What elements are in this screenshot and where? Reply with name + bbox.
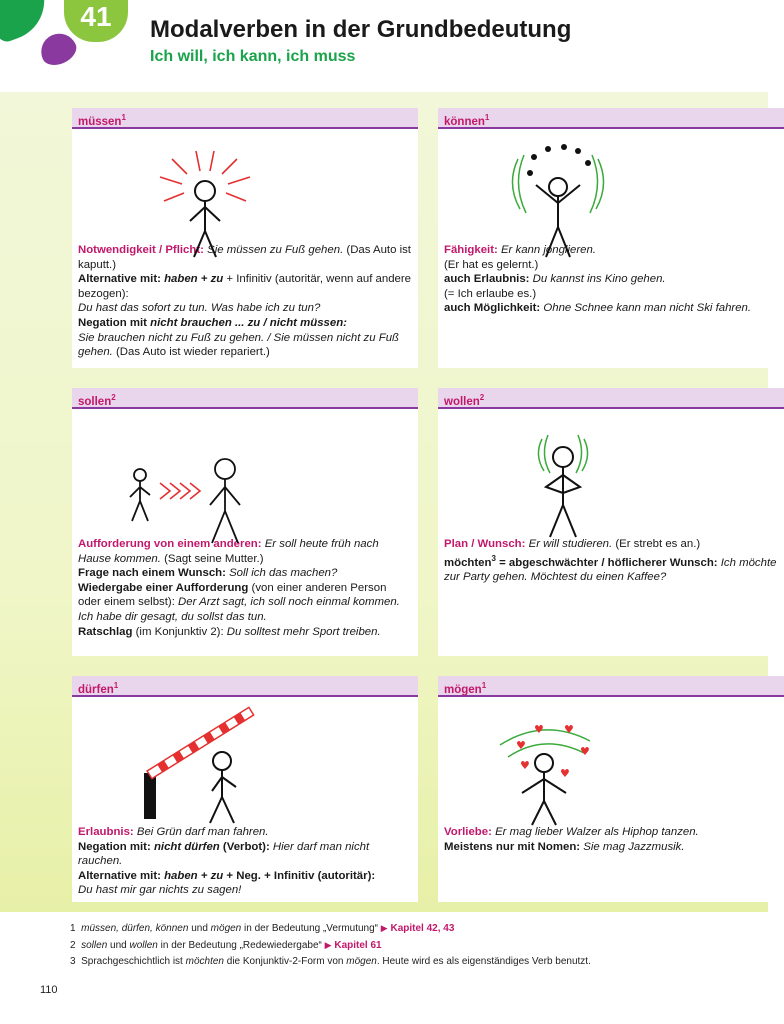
page-subtitle: Ich will, ich kann, ich muss bbox=[150, 48, 356, 65]
page-header bbox=[0, 0, 768, 92]
footnotes bbox=[70, 920, 591, 970]
svg-text:♥: ♥ bbox=[520, 759, 530, 772]
footnote-1: 1 müssen, dürfen, können und mögen in der Bedeutung „Vermutung“ ▶ Kapitel 42, 43 bbox=[70, 923, 455, 934]
chapter-reference-link[interactable]: Kapitel 42, 43 bbox=[390, 923, 455, 934]
juggler-illustration bbox=[438, 129, 784, 243]
footnote-3: 3 Sprachgeschichtlich ist möchten die Konjunktiv-2-Form von mögen. Heute wird es als eigenständiges Verb benutzt. bbox=[70, 956, 591, 967]
dancing-hearts-illustration bbox=[438, 697, 784, 825]
card-heading: mögen$^1$ bbox=[438, 676, 784, 697]
determined-figure-illustration bbox=[438, 409, 784, 537]
card-wollen: wollen$^2$ Plan / Wunsch: Er will studieren. (Er strebt es an.) möchten$^3$ = abgeschwächter / höflicherer Wunsch: Ich möchte zur Party gehen. Möchtest du einen Kaffee? bbox=[438, 388, 784, 656]
svg-text:♥: ♥ bbox=[560, 767, 570, 780]
card-moegen: mögen$^1$ ♥ ♥ ♥ ♥ ♥ ♥ Vorliebe: Er mag lieber Walzer als Hiphop tanzen. Meistens nur mit Nomen: Sie mag Jazzmusik. bbox=[438, 676, 784, 902]
stressed-figure-illustration bbox=[72, 129, 418, 243]
card-heading: dürfen$^1$ bbox=[72, 676, 418, 697]
chapter-reference-link[interactable]: Kapitel 61 bbox=[334, 940, 382, 951]
svg-text:♥: ♥ bbox=[564, 723, 574, 736]
card-sollen: sollen$^2$ Aufforderung von einem anderen: Er soll heute früh nach Hause kommen. (Sagt seine Mutter.) Frage nach einem Wunsch: Soll ich das machen? Wiedergabe einer Aufforderung (von einer anderen Person oder einem selbst): Der Arzt sagt, ich soll noch einmal kommen. Ich habe dir gesagt, du sollst das tun. Ratschlag (im Konjunktiv 2): Du solltest mehr Sport treiben. bbox=[72, 388, 418, 656]
chapter-number-badge: 41 bbox=[64, 0, 128, 42]
card-heading: sollen$^2$ bbox=[72, 388, 418, 409]
two-figures-illustration bbox=[72, 409, 418, 537]
card-duerfen: dürfen$^1$ Erlaubnis: Bei Grün darf man fahren. Negation mit: nicht dürfen (Verbot): Hier darf man nicht rauchen. Alternative mit: haben + zu + Neg. + Infinitiv (autoritär): Du hast mir gar nichts zu sagen! bbox=[72, 676, 418, 902]
svg-text:♥: ♥ bbox=[580, 745, 590, 758]
footnote-2: 2 sollen und wollen in der Bedeutung „Redewiedergabe“ ▶ Kapitel 61 bbox=[70, 940, 382, 951]
card-heading: wollen$^2$ bbox=[438, 388, 784, 409]
arrow-right-icon: ▶ bbox=[324, 940, 332, 950]
card-heading: müssen$^1$ bbox=[72, 108, 418, 129]
card-heading: können$^1$ bbox=[438, 108, 784, 129]
card-koennen: können$^1$ Fähigkeit: Er kann jonglieren. (Er hat es gelernt.) auch Erlaubnis: Du kannst ins Kino gehen. (= Ich erlaube es.) auch Möglichkeit: Ohne Schnee kann man nicht Ski fahren. bbox=[438, 108, 784, 368]
svg-text:♥: ♥ bbox=[534, 723, 544, 736]
page-title: Modalverben in der Grundbedeutung bbox=[150, 16, 572, 43]
barrier-illustration bbox=[72, 697, 418, 825]
arrow-right-icon: ▶ bbox=[380, 923, 388, 933]
card-muessen: müssen$^1$ Notwendigkeit / Pflicht: Sie müssen zu Fuß gehen. (Das Auto ist kaputt.) Alternative mit: haben + zu + Infinitiv (autoritär, wenn auf andere bezogen): Du hast das sofort zu tun. Was habe ich zu tun? Negation mit nicht brauchen ... zu / nicht müssen: Sie brauchen nicht zu Fuß zu gehen. / Sie müssen nicht zu Fuß gehen. (Das Auto ist wieder repariert.) bbox=[72, 108, 418, 368]
svg-text:♥: ♥ bbox=[516, 739, 526, 752]
page-number: 110 bbox=[40, 984, 58, 996]
